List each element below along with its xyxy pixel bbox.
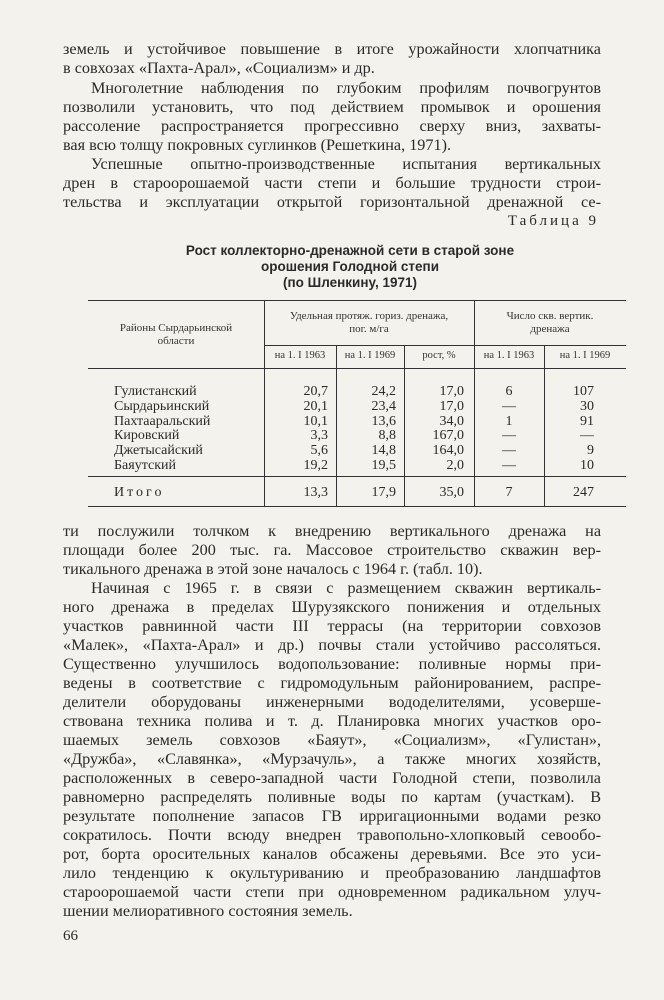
table-row-district: Баяутский bbox=[114, 458, 176, 473]
table-cell-c: 17,0 bbox=[439, 384, 464, 399]
subhead-rule bbox=[264, 345, 626, 346]
total-a: 13,3 bbox=[303, 485, 328, 500]
table-top-rule bbox=[88, 300, 626, 301]
table-title: Рост коллекторно-дренажной сети в старой зоне орошения Голодной степи (по Шленкину, 1971) bbox=[185, 243, 515, 290]
table-cell-c: 167,0 bbox=[432, 428, 464, 444]
paragraph-1: земель и устойчивое повышение в итоге урожайности хлопчатника в совхозах «Пахта-Арал», «Социализм» и др. bbox=[63, 40, 601, 77]
header-district: Районы Сырдарьинской области bbox=[119, 322, 233, 347]
total-e: 247 bbox=[573, 485, 594, 500]
subheader-growth: рост, % bbox=[422, 350, 456, 361]
table-cell-b: 19,5 bbox=[371, 458, 396, 473]
subheader-wells-1963: на 1. I 1963 bbox=[483, 350, 535, 361]
table-cell-b: 23,4 bbox=[371, 398, 396, 414]
table-cell-e: 10 bbox=[580, 458, 594, 473]
table-row-district: Гулистанский bbox=[114, 384, 197, 399]
total-b: 17,9 bbox=[371, 485, 396, 500]
table-cell-d: — bbox=[502, 443, 516, 459]
table-cell-d: — bbox=[502, 458, 516, 473]
table-cell-b: 14,8 bbox=[371, 443, 396, 459]
header-bottom-rule bbox=[88, 368, 626, 369]
table-cell-d: — bbox=[502, 398, 516, 414]
paragraph-3: Успешные опытно-производственные испытания вертикальных дрен в староорошаемой части степи и большие трудности строи- тельства и эксплуатации открытой горизонтальной дренажной се- bbox=[63, 155, 601, 211]
table-cell-d: — bbox=[502, 428, 516, 444]
table-row-district: Джетысайский bbox=[114, 443, 203, 459]
table-cell-a: 19,2 bbox=[303, 458, 328, 473]
subheader-1963: на 1. I 1963 bbox=[274, 350, 326, 361]
table-row-district: Сырдарьинский bbox=[114, 398, 210, 414]
paragraph-5: Начиная с 1965 г. в связи с размещением скважин вертикаль- ного дренажа в пределах Шурузякского понижения и отдельных участков равнинной части III террасы (на территории совхозов «Малек», «Пахта-Арал» и др.) почвы стали устойчиво рассоляться. Существенно улучшилось водопользование: поливные нормы при- ведены в соответствие с гидромодульным районированием, распре- делители оборудованы инженерными вододелителями, усоверше- ствована техника полива и т. д. Планировка многих участков оро- шаемых земель совхозов «Баяут», «Социализм», «Гулистан», «Дружба», «Славянка», «Мурзачуль», а также многих хозяйств, расположенных в северо-западной части Голодной степи, позволила равномерно распределять поливные воды по картам (участкам). В результате пополнение запасов ГВ ирригационными водами резко сократилось. Почти всюду внедрен травопольно-хлопковый севообо- рот, борта оросительных каналов обсажены деревьями. Все это уси- лило тенденцию к окультуриванию и преобразованию ландшафтов староорошаемой части степи при одновременном радикальном улуч- шении мелиоративного состояния земель. bbox=[63, 579, 601, 920]
table-cell-a: 10,1 bbox=[303, 413, 328, 429]
table-cell-e: — bbox=[580, 428, 594, 444]
table-caption: Таблица 9 bbox=[507, 213, 599, 229]
table-cell-b: 13,6 bbox=[371, 413, 396, 429]
header-horizontal-drainage: Удельная протяж. гориз. дренажа, пог. м/га bbox=[289, 310, 449, 335]
table-row-district: Кировский bbox=[114, 428, 180, 444]
table-cell-e: 107 bbox=[573, 384, 594, 399]
table-cell-d: 1 bbox=[505, 413, 513, 429]
table-row-district: Пахтааральский bbox=[114, 413, 211, 429]
table-cell-c: 17,0 bbox=[439, 398, 464, 414]
table-cell-a: 20,7 bbox=[303, 384, 328, 399]
table-cell-d: 6 bbox=[505, 384, 513, 399]
total-label: Итого bbox=[114, 485, 165, 500]
subheader-wells-1969: на 1. I 1969 bbox=[559, 350, 611, 361]
table-cell-b: 24,2 bbox=[371, 384, 396, 399]
total-top-rule bbox=[88, 476, 626, 477]
table-cell-c: 34,0 bbox=[439, 413, 464, 429]
table-cell-e: 9 bbox=[587, 443, 594, 459]
header-vertical-wells: Число скв. вертик. дренажа bbox=[506, 310, 594, 335]
table-cell-a: 5,6 bbox=[310, 443, 328, 459]
paragraph-2: Многолетние наблюдения по глубоким профилям почвогрунтов позволили установить, что под действием промывок и орошения рассоление распространяется прогрессивно сверху вниз, захваты- вая всю толщу покровных суглинков (Решеткина, 1971). bbox=[63, 79, 601, 154]
table-cell-c: 164,0 bbox=[432, 443, 464, 459]
total-c: 35,0 bbox=[439, 485, 464, 500]
table-cell-a: 3,3 bbox=[310, 428, 328, 444]
table-cell-b: 8,8 bbox=[378, 428, 396, 444]
table-bottom-rule bbox=[88, 506, 626, 507]
table-cell-c: 2,0 bbox=[446, 458, 464, 473]
subheader-1969: на 1. I 1969 bbox=[344, 350, 396, 361]
table-cell-e: 91 bbox=[580, 413, 594, 429]
paragraph-4: ти послужили толчком к внедрению вертикального дренажа на площади более 200 тыс. га. Массовое строительство скважин вер- тикального дренажа в этой зоне началось с 1964 г. (табл. 10). bbox=[63, 522, 601, 578]
table-cell-e: 30 bbox=[580, 398, 594, 414]
data-table bbox=[88, 300, 626, 515]
total-d: 7 bbox=[505, 485, 513, 500]
table-cell-a: 20,1 bbox=[303, 398, 328, 414]
page-number: 66 bbox=[63, 928, 78, 944]
